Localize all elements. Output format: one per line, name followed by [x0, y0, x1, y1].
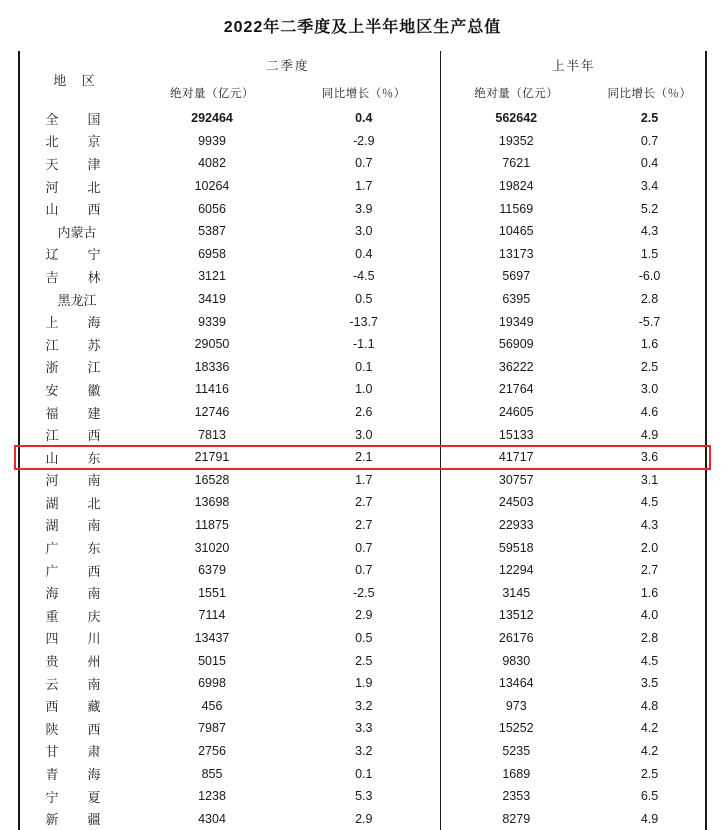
cell-q2-growth: -1.1 — [288, 333, 440, 356]
cell-q2-growth: -2.5 — [288, 581, 440, 604]
cell-q2-growth: 3.0 — [288, 423, 440, 446]
cell-region: 海 南 — [45, 586, 109, 602]
cell-h1-growth: 3.4 — [640, 179, 659, 194]
table-row — [18, 197, 707, 220]
cell-q2-absolute: 9939 — [198, 133, 226, 148]
cell-q2-absolute: 31020 — [194, 540, 230, 555]
cell-q2-absolute: 7813 — [198, 427, 226, 442]
table-right-rule — [705, 51, 707, 830]
cell-q2-growth: 3.2 — [288, 694, 440, 717]
cell-h1-growth: 5.2 — [640, 201, 659, 216]
gdp-table-wrapper — [18, 51, 707, 830]
cell-q2-growth: 2.6 — [288, 401, 440, 424]
cell-q2-growth: 3.3 — [288, 717, 440, 740]
table-row — [18, 220, 707, 243]
cell-region: 青 海 — [45, 767, 109, 783]
cell-h1-absolute: 19349 — [498, 314, 534, 329]
cell-h1-absolute: 11569 — [499, 201, 534, 216]
table-row — [18, 694, 707, 717]
cell-h1-absolute: 3145 — [502, 585, 531, 600]
cell-q2-growth: 0.4 — [288, 243, 440, 266]
cell-q2-absolute: 2756 — [198, 743, 226, 758]
cell-h1-growth: 4.2 — [640, 721, 659, 736]
cell-q2-absolute: 5387 — [198, 224, 226, 239]
table-row — [18, 446, 707, 469]
table-row — [18, 762, 707, 785]
cell-region: 山 西 — [45, 202, 109, 218]
cell-h1-growth: 4.9 — [640, 427, 659, 442]
cell-region: 内蒙古 — [57, 224, 97, 240]
cell-q2-absolute: 1238 — [198, 789, 226, 804]
cell-q2-absolute: 10264 — [194, 179, 230, 194]
cell-q2-growth: 1.7 — [288, 469, 440, 492]
cell-h1-absolute: 56909 — [498, 337, 534, 352]
table-header-group-row — [18, 51, 707, 79]
column-header-region: 地 区 — [53, 72, 101, 88]
cell-h1-absolute: 59518 — [498, 540, 534, 555]
cell-q2-absolute: 292464 — [191, 111, 233, 126]
table-row — [18, 536, 707, 559]
cell-q2-absolute: 13698 — [194, 495, 230, 510]
cell-h1-absolute: 7621 — [502, 156, 531, 171]
table-row — [18, 265, 707, 288]
cell-q2-growth: 1.7 — [288, 175, 440, 198]
cell-q2-growth: 0.7 — [288, 559, 440, 582]
cell-q2-absolute: 4082 — [198, 156, 226, 171]
cell-h1-growth: 4.3 — [640, 224, 659, 239]
table-row — [18, 333, 707, 356]
table-row — [18, 514, 707, 537]
cell-region: 江 西 — [45, 428, 109, 444]
table-row — [18, 627, 707, 650]
table-row — [18, 152, 707, 175]
table-row — [18, 807, 707, 830]
table-row — [18, 175, 707, 198]
cell-q2-absolute: 6998 — [198, 676, 226, 691]
cell-region: 贵 州 — [45, 654, 109, 670]
cell-h1-growth: 2.5 — [640, 766, 659, 781]
cell-q2-absolute: 18336 — [194, 359, 230, 374]
cell-q2-absolute: 4304 — [198, 811, 226, 826]
table-row — [18, 356, 707, 379]
cell-q2-absolute: 855 — [201, 766, 223, 781]
cell-q2-absolute: 29050 — [194, 337, 230, 352]
cell-h1-absolute: 15252 — [498, 721, 534, 736]
cell-region: 河 南 — [45, 473, 109, 489]
cell-q2-absolute: 9339 — [198, 314, 226, 329]
cell-h1-growth: 6.5 — [640, 789, 659, 804]
cell-region: 江 苏 — [45, 337, 109, 353]
table-row — [18, 288, 707, 311]
cell-q2-growth: -4.5 — [288, 265, 440, 288]
table-row — [18, 717, 707, 740]
cell-h1-absolute: 24503 — [498, 495, 534, 510]
cell-q2-growth: 2.7 — [288, 491, 440, 514]
cell-q2-growth: 3.0 — [288, 220, 440, 243]
table-row — [18, 130, 707, 153]
cell-region: 宁 夏 — [45, 789, 109, 805]
cell-h1-absolute: 562642 — [495, 111, 538, 126]
cell-h1-growth: 1.5 — [640, 246, 659, 261]
cell-h1-growth: 4.8 — [640, 698, 659, 713]
cell-region: 天 津 — [45, 156, 109, 172]
cell-q2-absolute: 456 — [201, 698, 223, 713]
cell-q2-growth: 1.0 — [288, 378, 440, 401]
cell-h1-growth: 3.0 — [640, 382, 659, 397]
cell-h1-absolute: 5235 — [502, 743, 531, 758]
cell-h1-growth: 4.5 — [640, 653, 659, 668]
cell-region: 西 藏 — [45, 699, 109, 715]
cell-h1-absolute: 19824 — [498, 179, 534, 194]
cell-h1-absolute: 2353 — [502, 789, 531, 804]
gdp-table — [18, 51, 707, 830]
table-row — [18, 469, 707, 492]
cell-q2-growth: 2.7 — [288, 514, 440, 537]
cell-region: 山 东 — [45, 450, 109, 466]
cell-region: 甘 肃 — [45, 744, 109, 760]
column-header-q2-growth: 同比增长（％） — [288, 79, 440, 107]
cell-region: 陕 西 — [45, 721, 109, 737]
cell-h1-growth: 4.2 — [640, 743, 659, 758]
cell-q2-absolute: 21791 — [194, 450, 230, 465]
cell-h1-growth: 1.6 — [640, 585, 659, 600]
cell-region: 全 国 — [45, 111, 109, 127]
cell-region: 湖 北 — [45, 495, 109, 511]
cell-h1-absolute: 19352 — [498, 133, 534, 148]
table-row — [18, 243, 707, 266]
table-row — [18, 581, 707, 604]
cell-h1-growth: 2.7 — [640, 563, 659, 578]
column-header-h1-absolute: 绝对量（亿元） — [474, 88, 559, 100]
cell-q2-absolute: 3419 — [198, 292, 226, 307]
cell-q2-growth: -2.9 — [288, 130, 440, 153]
cell-h1-absolute: 10465 — [498, 224, 534, 239]
column-group-h1: 上半年 — [552, 59, 596, 73]
cell-region: 广 西 — [45, 563, 109, 579]
cell-region: 湖 南 — [45, 518, 109, 534]
cell-h1-absolute: 973 — [505, 698, 527, 713]
cell-q2-absolute: 1551 — [198, 585, 226, 600]
cell-q2-growth: 3.9 — [288, 197, 440, 220]
table-left-rule — [18, 51, 20, 830]
cell-q2-absolute: 7987 — [198, 721, 226, 736]
cell-q2-growth: 0.4 — [288, 107, 440, 130]
cell-h1-growth: 3.5 — [640, 676, 659, 691]
cell-region: 河 北 — [45, 179, 109, 195]
cell-h1-growth: 4.9 — [640, 811, 659, 826]
cell-q2-growth: 0.5 — [288, 627, 440, 650]
cell-q2-growth: 2.9 — [288, 807, 440, 830]
table-row — [18, 785, 707, 808]
table-row — [18, 740, 707, 763]
cell-h1-absolute: 36222 — [498, 359, 534, 374]
cell-q2-growth: 2.9 — [288, 604, 440, 627]
table-row — [18, 649, 707, 672]
cell-q2-growth: 3.2 — [288, 740, 440, 763]
table-row — [18, 378, 707, 401]
cell-h1-absolute: 41717 — [498, 450, 534, 465]
cell-q2-absolute: 6056 — [198, 201, 226, 216]
table-row — [18, 559, 707, 582]
cell-h1-absolute: 1689 — [502, 766, 531, 781]
cell-h1-growth: 2.0 — [640, 540, 659, 555]
cell-region: 上 海 — [45, 315, 109, 331]
cell-q2-growth: 2.5 — [288, 649, 440, 672]
cell-q2-absolute: 6958 — [198, 246, 226, 261]
cell-h1-absolute: 8279 — [502, 811, 531, 826]
cell-q2-growth: 1.9 — [288, 672, 440, 695]
table-row — [18, 672, 707, 695]
cell-h1-growth: 1.6 — [640, 337, 659, 352]
cell-q2-growth: 0.5 — [288, 288, 440, 311]
table-header — [18, 51, 707, 107]
cell-q2-growth: -13.7 — [288, 310, 440, 333]
column-header-q2-absolute: 绝对量（亿元） — [170, 88, 254, 100]
cell-h1-absolute: 5697 — [502, 269, 531, 284]
cell-h1-absolute: 21764 — [498, 382, 534, 397]
table-row — [18, 604, 707, 627]
cell-h1-absolute: 26176 — [498, 630, 534, 645]
cell-region: 四 川 — [45, 631, 109, 647]
cell-h1-absolute: 12294 — [498, 563, 534, 578]
cell-h1-absolute: 15133 — [498, 427, 534, 442]
cell-q2-absolute: 3121 — [198, 269, 226, 284]
cell-q2-growth: 0.1 — [288, 762, 440, 785]
cell-h1-absolute: 30757 — [498, 472, 534, 487]
cell-h1-growth: 2.8 — [640, 630, 659, 645]
cell-q2-absolute: 12746 — [194, 405, 230, 420]
column-group-q2: 二季度 — [136, 51, 440, 79]
table-row — [18, 491, 707, 514]
cell-q2-growth: 0.7 — [288, 152, 440, 175]
cell-q2-growth: 0.7 — [288, 536, 440, 559]
cell-region: 重 庆 — [45, 608, 109, 624]
table-row — [18, 401, 707, 424]
cell-h1-absolute: 13464 — [498, 676, 534, 691]
cell-q2-absolute: 5015 — [198, 653, 226, 668]
table-row — [18, 310, 707, 333]
cell-q2-absolute: 11416 — [195, 382, 229, 397]
cell-region: 北 京 — [45, 134, 109, 150]
cell-region: 安 徽 — [45, 382, 109, 398]
cell-h1-growth: -6.0 — [638, 269, 661, 284]
cell-q2-absolute: 6379 — [198, 563, 226, 578]
cell-h1-growth: 2.8 — [640, 292, 659, 307]
cell-region: 黑龙江 — [57, 292, 97, 308]
cell-h1-growth: 2.5 — [640, 359, 659, 374]
column-header-h1-growth: 同比增长（％） — [607, 88, 692, 100]
cell-h1-growth: 4.6 — [640, 405, 659, 420]
cell-h1-absolute: 13512 — [498, 608, 534, 623]
table-row — [18, 423, 707, 446]
cell-h1-growth: 2.5 — [640, 111, 659, 126]
cell-h1-absolute: 9830 — [502, 653, 531, 668]
cell-region: 新 疆 — [45, 812, 109, 828]
cell-region: 吉 林 — [45, 269, 109, 285]
cell-q2-absolute: 7114 — [198, 608, 226, 623]
cell-h1-growth: 0.4 — [640, 156, 659, 171]
cell-region: 浙 江 — [45, 360, 109, 376]
cell-region: 云 南 — [45, 676, 109, 692]
cell-h1-growth: 0.7 — [640, 133, 659, 148]
cell-h1-absolute: 22933 — [498, 517, 534, 532]
cell-region: 广 东 — [45, 541, 109, 557]
cell-h1-growth: 3.1 — [640, 472, 659, 487]
cell-q2-absolute: 11875 — [195, 517, 229, 532]
cell-region: 福 建 — [45, 405, 109, 421]
cell-region: 辽 宁 — [45, 247, 109, 263]
cell-q2-growth: 2.1 — [288, 446, 440, 469]
table-row — [18, 107, 707, 130]
cell-h1-absolute: 6395 — [502, 292, 531, 307]
cell-q2-growth: 5.3 — [288, 785, 440, 808]
cell-h1-growth: 3.6 — [640, 450, 659, 465]
cell-q2-absolute: 16528 — [194, 472, 230, 487]
cell-q2-growth: 0.1 — [288, 356, 440, 379]
cell-h1-absolute: 13173 — [498, 246, 534, 261]
cell-h1-absolute: 24605 — [498, 405, 534, 420]
cell-h1-growth: 4.5 — [640, 495, 659, 510]
cell-h1-growth: -5.7 — [638, 314, 661, 329]
cell-q2-absolute: 13437 — [194, 630, 230, 645]
cell-h1-growth: 4.0 — [640, 608, 659, 623]
cell-h1-growth: 4.3 — [640, 517, 659, 532]
page-title: 2022年二季度及上半年地区生产总值 — [223, 19, 502, 36]
table-body — [18, 107, 707, 830]
